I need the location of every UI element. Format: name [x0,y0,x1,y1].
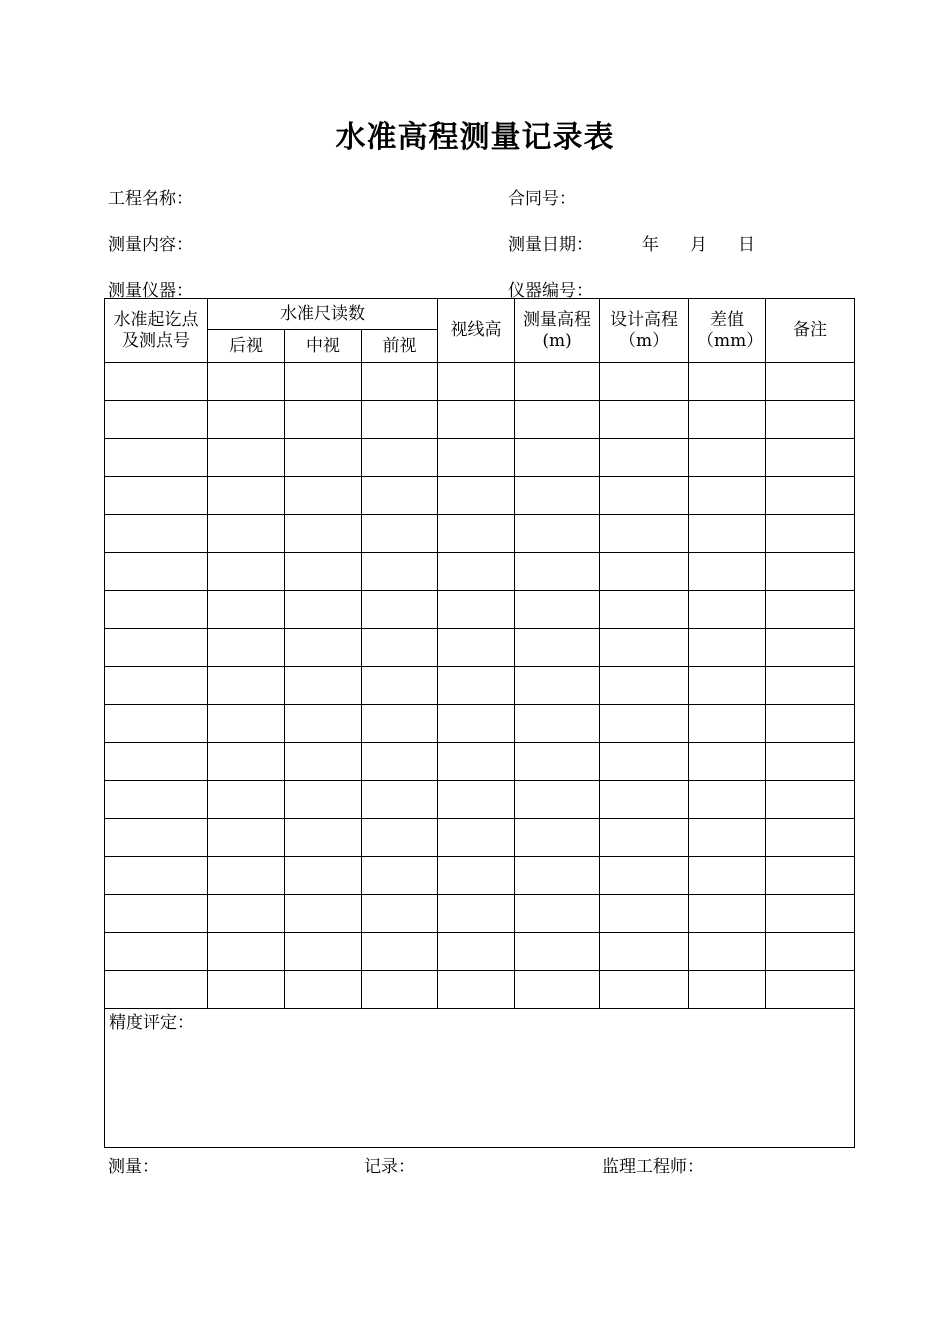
table-cell[interactable] [105,743,208,781]
table-cell[interactable] [600,629,689,667]
table-row [105,401,855,439]
table-cell[interactable] [285,553,362,591]
table-cell[interactable] [208,743,285,781]
table-body [105,363,855,1009]
table-cell[interactable] [515,971,600,1009]
table-cell[interactable] [689,591,766,629]
table-cell[interactable] [105,705,208,743]
table-cell[interactable] [600,857,689,895]
table-cell[interactable] [438,515,515,553]
table-cell[interactable] [515,933,600,971]
table-cell[interactable] [766,439,855,477]
table-row [105,705,855,743]
table-cell[interactable] [515,629,600,667]
table-cell[interactable] [515,515,600,553]
table-cell[interactable] [285,971,362,1009]
table-cell[interactable] [600,363,689,401]
contract-no-label: 合同号： [508,189,576,209]
table-cell[interactable] [600,667,689,705]
table-cell[interactable] [766,515,855,553]
table-cell[interactable] [208,857,285,895]
table-cell[interactable] [515,439,600,477]
table-row [105,439,855,477]
table-cell[interactable] [362,363,438,401]
table-cell[interactable] [600,477,689,515]
table-cell[interactable] [766,819,855,857]
leveling-record-table [104,298,855,1148]
table-cell[interactable] [766,363,855,401]
instrument-label: 测量仪器： [108,281,193,301]
table-cell[interactable] [600,781,689,819]
table-cell[interactable] [362,705,438,743]
header-hi: 视线高 [438,299,515,363]
table-cell[interactable] [362,819,438,857]
table-cell[interactable] [689,819,766,857]
table-cell[interactable] [285,743,362,781]
table-cell[interactable] [766,895,855,933]
table-cell[interactable] [105,667,208,705]
table-cell[interactable] [600,895,689,933]
table-cell[interactable] [285,515,362,553]
table-cell[interactable] [105,477,208,515]
date-year: 年 [642,235,659,255]
table-cell[interactable] [438,819,515,857]
table-row [105,553,855,591]
table-cell[interactable] [362,667,438,705]
table-row [105,515,855,553]
header-difference: 差值（mm） [689,299,766,363]
table-cell[interactable] [208,477,285,515]
table-cell[interactable] [105,781,208,819]
table-cell[interactable] [285,819,362,857]
header-design-elevation: 设计高程（m） [600,299,689,363]
table-cell[interactable] [208,591,285,629]
table-cell[interactable] [438,743,515,781]
table-cell[interactable] [362,515,438,553]
table-cell[interactable] [766,743,855,781]
table-cell[interactable] [766,401,855,439]
table-cell[interactable] [766,781,855,819]
date-month: 月 [690,235,707,255]
date-day: 日 [738,235,755,255]
table-cell[interactable] [105,971,208,1009]
table-cell[interactable] [438,401,515,439]
table-cell[interactable] [438,781,515,819]
table-cell[interactable] [515,819,600,857]
table-cell[interactable] [105,439,208,477]
table-cell[interactable] [208,629,285,667]
header-foresight: 前视 [362,330,438,363]
table-cell[interactable] [208,819,285,857]
table-row [105,743,855,781]
table-cell[interactable] [689,743,766,781]
table-cell[interactable] [208,895,285,933]
table-cell[interactable] [600,591,689,629]
table-cell[interactable] [766,591,855,629]
table-cell[interactable] [766,705,855,743]
header-intermediate: 中视 [285,330,362,363]
table-cell[interactable] [208,363,285,401]
table-cell[interactable] [362,401,438,439]
table-cell[interactable] [600,819,689,857]
table-cell[interactable] [689,629,766,667]
table-cell[interactable] [600,515,689,553]
table-cell[interactable] [438,857,515,895]
table-cell[interactable] [208,971,285,1009]
table-cell[interactable] [438,363,515,401]
table-cell[interactable] [766,857,855,895]
table-cell[interactable] [515,781,600,819]
table-row [105,477,855,515]
table-cell[interactable] [362,591,438,629]
table-cell[interactable] [689,857,766,895]
table-cell[interactable] [515,705,600,743]
instrument-no-label: 仪器编号： [508,281,593,301]
table-cell[interactable] [438,667,515,705]
table-cell[interactable] [208,781,285,819]
table-cell[interactable] [362,933,438,971]
table-cell[interactable] [515,857,600,895]
table-cell[interactable] [285,857,362,895]
recorder-label: 记录： [364,1157,415,1177]
table-cell[interactable] [689,781,766,819]
surveyor-label: 测量： [108,1157,159,1177]
table-cell[interactable] [285,363,362,401]
table-cell[interactable] [689,553,766,591]
table-cell[interactable] [362,971,438,1009]
table-cell[interactable] [689,401,766,439]
supervisor-label: 监理工程师： [602,1157,704,1177]
page-title: 水准高程测量记录表 [335,120,615,155]
table-row [105,895,855,933]
table-cell[interactable] [600,705,689,743]
table-cell[interactable] [362,439,438,477]
table-cell[interactable] [766,971,855,1009]
table-cell[interactable] [105,401,208,439]
table-cell[interactable] [438,933,515,971]
table-cell[interactable] [515,743,600,781]
table-cell[interactable] [105,553,208,591]
table-cell[interactable] [362,895,438,933]
table-cell[interactable] [285,933,362,971]
table-cell[interactable] [438,971,515,1009]
project-name-label: 工程名称： [108,189,193,209]
table-cell[interactable] [285,591,362,629]
table-cell[interactable] [438,477,515,515]
table-row [105,857,855,895]
table-cell[interactable] [766,477,855,515]
table-cell[interactable] [105,857,208,895]
table-cell[interactable] [515,591,600,629]
table-cell[interactable] [600,439,689,477]
table-row [105,933,855,971]
table-row [105,819,855,857]
table-cell[interactable] [515,553,600,591]
date-label: 测量日期： [508,235,593,255]
table-cell[interactable] [438,439,515,477]
table-cell[interactable] [766,629,855,667]
table-cell[interactable] [105,819,208,857]
table-cell[interactable] [600,971,689,1009]
table-cell[interactable] [285,439,362,477]
table-cell[interactable] [515,667,600,705]
table-cell[interactable] [600,553,689,591]
table-cell[interactable] [208,667,285,705]
table-cell[interactable] [105,933,208,971]
header-station: 水准起讫点及测点号 [105,299,208,363]
table-cell[interactable] [285,895,362,933]
table-row [105,591,855,629]
table-row [105,667,855,705]
table-cell[interactable] [285,401,362,439]
content-label: 测量内容： [108,235,193,255]
table-cell[interactable] [105,895,208,933]
table-cell[interactable] [362,477,438,515]
table-cell[interactable] [285,781,362,819]
table-cell[interactable] [689,705,766,743]
table-cell[interactable] [766,553,855,591]
header-remarks: 备注 [766,299,855,363]
header-measured-elevation: 测量高程(m) [515,299,600,363]
table-cell[interactable] [600,743,689,781]
table-row [105,363,855,401]
table-cell[interactable] [689,667,766,705]
table-row [105,629,855,667]
table-cell[interactable] [362,743,438,781]
table-cell[interactable] [105,629,208,667]
table-row [105,781,855,819]
table-cell[interactable] [438,553,515,591]
table-cell[interactable] [208,933,285,971]
precision-label: 精度评定： [109,1013,194,1033]
table-cell[interactable] [438,705,515,743]
table-cell[interactable] [362,629,438,667]
table-cell[interactable] [689,439,766,477]
table-cell[interactable] [689,515,766,553]
table-cell[interactable] [515,477,600,515]
table-cell[interactable] [689,363,766,401]
table-cell[interactable] [285,705,362,743]
table-cell[interactable] [689,971,766,1009]
table-cell[interactable] [766,933,855,971]
table-cell[interactable] [438,629,515,667]
table-row [105,971,855,1009]
table-cell[interactable] [689,933,766,971]
table-cell[interactable] [600,401,689,439]
header-reading-group: 水准尺读数 [208,299,438,330]
precision-evaluation-cell[interactable] [105,1009,855,1148]
table-cell[interactable] [689,477,766,515]
table-cell[interactable] [285,667,362,705]
table-cell[interactable] [362,857,438,895]
table-cell[interactable] [208,401,285,439]
table-cell[interactable] [600,933,689,971]
table-cell[interactable] [515,401,600,439]
table-cell[interactable] [362,781,438,819]
table-cell[interactable] [208,515,285,553]
table-cell[interactable] [208,705,285,743]
table-cell[interactable] [285,629,362,667]
table-cell[interactable] [362,553,438,591]
table-cell[interactable] [208,439,285,477]
table-cell[interactable] [515,895,600,933]
table-cell[interactable] [689,895,766,933]
table-cell[interactable] [105,363,208,401]
table-cell[interactable] [438,591,515,629]
table-cell[interactable] [438,895,515,933]
table-cell[interactable] [105,591,208,629]
table-cell[interactable] [208,553,285,591]
table-cell[interactable] [515,363,600,401]
table-cell[interactable] [766,667,855,705]
table-cell[interactable] [285,477,362,515]
table-cell[interactable] [105,515,208,553]
header-backsight: 后视 [208,330,285,363]
